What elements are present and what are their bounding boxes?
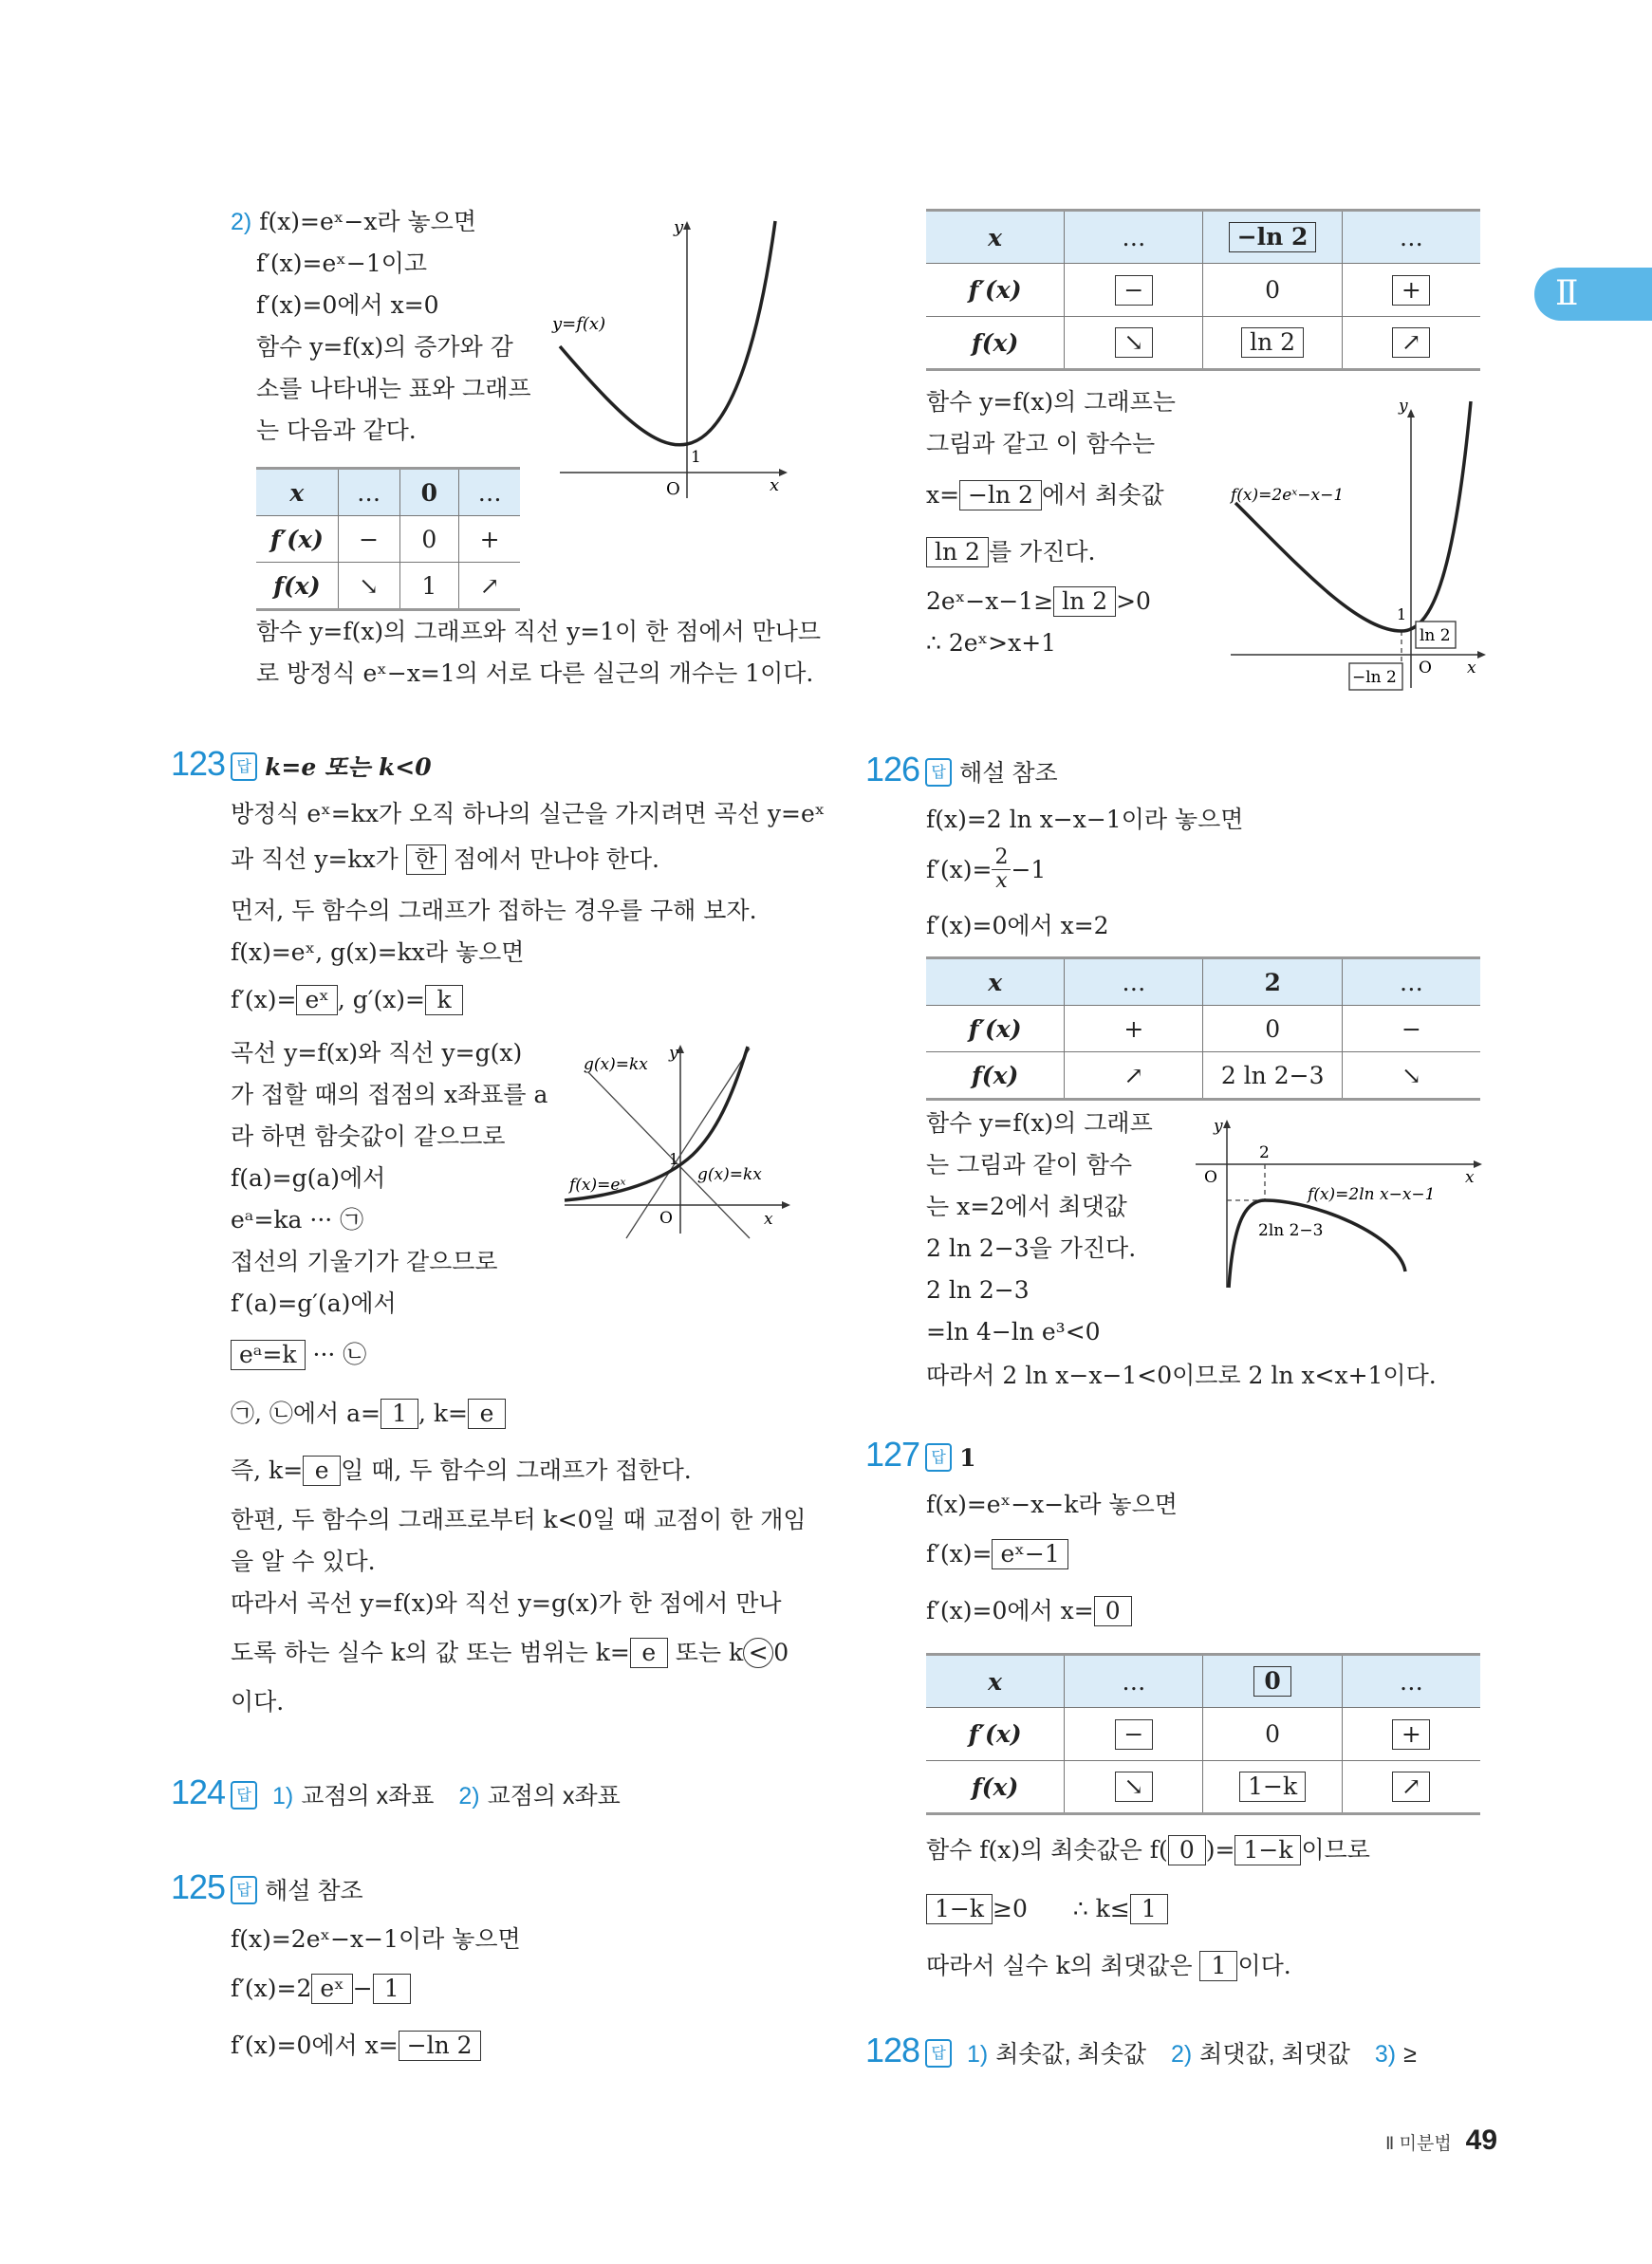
p123-line: 이다.	[231, 1688, 285, 1716]
x-arrow	[779, 469, 788, 476]
cell: ↘	[338, 563, 399, 610]
text: −	[352, 1975, 373, 2002]
origin-label: O	[666, 479, 680, 499]
curve-label: f(x)=2eˣ−x−1	[1231, 486, 1345, 505]
cell: 0	[1203, 264, 1342, 317]
answer-box: 0	[1168, 1835, 1206, 1865]
text: 0	[773, 1639, 789, 1666]
text: 이다.	[1237, 1952, 1291, 1979]
answer-text: 교점의 x좌표	[487, 1783, 621, 1809]
p125-line	[926, 478, 1164, 512]
p126-line	[926, 846, 1046, 903]
answer-badge: 답	[925, 758, 952, 787]
denominator: x	[995, 869, 1008, 893]
answer-badge: 답	[231, 752, 257, 781]
text: 이므로	[1301, 1836, 1370, 1864]
problem-number: 123	[171, 744, 226, 783]
f-label: f(x)=eˣ	[569, 1176, 626, 1195]
cell: 0	[1203, 1708, 1342, 1761]
p127-line	[926, 1594, 1132, 1628]
p122-line-2: f′(x)=eˣ−1이고	[256, 250, 428, 277]
p122-line-6: 는 다음과 같다.	[256, 417, 417, 444]
x-arrow	[1474, 1160, 1482, 1168]
cell	[1203, 1761, 1342, 1814]
y-label: y	[1214, 1117, 1223, 1136]
answer-box: 한	[406, 844, 446, 875]
p127-line	[926, 1537, 1068, 1571]
cell: f(x)	[256, 563, 338, 610]
p125-line	[926, 535, 1095, 569]
answer-box: e	[303, 1456, 341, 1486]
y-arrow	[683, 221, 691, 230]
text: f′(x)=	[231, 986, 297, 1013]
one-label: 1	[669, 1150, 679, 1168]
text: f′(x)=0에서 x=	[231, 2032, 399, 2059]
g-label-right: g(x)=kx	[697, 1165, 762, 1184]
p125-line	[231, 1972, 411, 2006]
answer-badge: 답	[925, 1443, 952, 1472]
y-label: y	[669, 1044, 678, 1063]
max-label: 2ln 2−3	[1258, 1221, 1324, 1240]
answer-box: eˣ	[296, 985, 337, 1015]
answer-badge: 답	[231, 1876, 257, 1904]
text: f′(x)=0에서 x=	[926, 1597, 1094, 1624]
answer-box: −ln 2	[399, 2031, 481, 2061]
origin-label: O	[1419, 659, 1432, 677]
one-label: 1	[1397, 605, 1407, 623]
answer-box: ↘	[1115, 327, 1153, 358]
item-number: 2)	[458, 1783, 480, 1809]
cell	[1203, 1655, 1342, 1708]
answer-box: ↗	[1392, 327, 1430, 358]
curve	[1235, 401, 1471, 631]
curve	[1229, 1200, 1405, 1288]
text: −1	[1011, 856, 1047, 883]
p125-line	[231, 2029, 481, 2063]
p126-table	[926, 956, 1480, 1101]
cell: +	[459, 516, 520, 563]
p123-line	[231, 983, 463, 1017]
p122-line-1	[231, 205, 476, 239]
cell: 1	[399, 563, 459, 610]
ln2-label: ln 2	[1420, 626, 1451, 645]
x-label: x	[1465, 1168, 1475, 1187]
p126-line: 는 x=2에서 최댓값	[926, 1193, 1127, 1220]
cell	[1203, 317, 1342, 370]
p125-table	[926, 209, 1480, 371]
answer-box: 1−k	[1239, 1772, 1306, 1802]
text: f′(x)=	[926, 1540, 993, 1568]
cell	[1342, 1761, 1480, 1814]
answer-box: ln 2	[1241, 327, 1304, 358]
y-arrow	[1223, 1120, 1231, 1128]
p122-line-5: 소를 나타내는 표와 그래프	[256, 375, 531, 402]
cell: …	[459, 469, 520, 516]
text: , g′(x)=	[337, 986, 426, 1013]
cell: 0	[399, 516, 459, 563]
answer-box: 1	[1199, 1951, 1237, 1981]
mln2-label: −ln 2	[1352, 668, 1397, 687]
problem-number: 124	[171, 1772, 226, 1811]
cell: f′(x)	[926, 1708, 1065, 1761]
answer-box: k	[425, 985, 463, 1015]
text: 일 때, 두 함수의 그래프가 접한다.	[341, 1457, 692, 1484]
p124-header	[171, 1771, 621, 1818]
text: 과 직선 y=kx가	[231, 845, 399, 873]
cell: 2	[1203, 958, 1342, 1006]
page-number: 49	[1465, 2125, 1498, 2156]
two-label: 2	[1259, 1143, 1270, 1162]
p123-line	[231, 1397, 506, 1431]
cell: x	[926, 211, 1065, 264]
cell: 0	[399, 469, 459, 516]
p122-conclusion-1: 함수 y=f(x)의 그래프와 직선 y=1이 한 점에서 만나므	[256, 618, 822, 645]
p127-line	[926, 1892, 1168, 1926]
curve-label: f(x)=2ln x−x−1	[1308, 1185, 1436, 1204]
answer-box: ↗	[1392, 1772, 1430, 1802]
origin-label: O	[659, 1209, 673, 1228]
tangent-line	[626, 1048, 750, 1238]
p126-header	[865, 748, 1058, 795]
problem-number: 125	[171, 1867, 226, 1906]
y-arrow	[1407, 409, 1415, 418]
p126-line: 따라서 2 ln x−x−1<0이므로 2 ln x<x+1이다.	[926, 1362, 1437, 1389]
cell	[1065, 1708, 1203, 1761]
p125-line: 함수 y=f(x)의 그래프는	[926, 388, 1176, 416]
answer-box: ↘	[1115, 1772, 1153, 1802]
p122-line-4: 함수 y=f(x)의 증가와 감	[256, 333, 513, 361]
p125-line: f(x)=2eˣ−x−1이라 놓으면	[231, 1925, 521, 1953]
item-number: 1)	[272, 1783, 294, 1809]
x-arrow	[782, 1201, 790, 1209]
p126-graph	[1191, 1112, 1490, 1292]
cell	[1203, 211, 1342, 264]
cell: +	[1065, 1006, 1203, 1052]
cell: x	[926, 1655, 1065, 1708]
p127-line: f(x)=eˣ−x−k라 놓으면	[926, 1491, 1178, 1518]
p122-table	[256, 467, 520, 611]
p123-line: 을 알 수 있다.	[231, 1548, 376, 1575]
origin-label: O	[1204, 1168, 1217, 1187]
cell: x	[256, 469, 338, 516]
curve-label: y=f(x)	[552, 314, 606, 334]
p126-line: f′(x)=0에서 x=2	[926, 912, 1109, 939]
item-number: 1)	[967, 2041, 989, 2068]
cell: f(x)	[926, 1761, 1065, 1814]
cell: 2 ln 2−3	[1203, 1052, 1342, 1100]
cell: f(x)	[926, 1052, 1065, 1100]
answer-text: k=e 또는 k<0	[265, 753, 432, 781]
answer-text: 최댓값, 최댓값	[1199, 2041, 1350, 2068]
fraction	[992, 846, 1011, 893]
p123-line	[231, 843, 659, 877]
answer-box: −	[1115, 275, 1153, 306]
p125-line: 그림과 같고 이 함수는	[926, 430, 1156, 457]
text: 2eˣ−x−1≥	[926, 587, 1054, 615]
y-label: y	[674, 217, 684, 237]
x-arrow	[1477, 651, 1486, 659]
p126-line: f(x)=2 ln x−x−1이라 놓으면	[926, 806, 1244, 833]
p123-graph	[560, 1039, 797, 1243]
p123-line: f(a)=g(a)에서	[231, 1164, 386, 1192]
answer-text: 해설 참조	[265, 1878, 363, 1904]
text: >0	[1116, 587, 1151, 615]
answer-box: 1−k	[926, 1894, 993, 1924]
answer-circle: <	[743, 1638, 773, 1668]
p123-line	[231, 1454, 692, 1488]
cell	[1342, 264, 1480, 317]
answer-box: e	[630, 1638, 668, 1668]
answer-box: eᵃ=k	[231, 1340, 306, 1370]
text: 함수 f(x)의 최솟값은 f(	[926, 1836, 1168, 1864]
p123-header	[171, 742, 432, 789]
p125-line: ∴ 2eˣ>x+1	[926, 629, 1057, 657]
footer	[1385, 2122, 1497, 2163]
g-label-top: g(x)=kx	[584, 1055, 648, 1074]
cell: f′(x)	[926, 264, 1065, 317]
answer-box: 1	[381, 1399, 418, 1429]
answer-box: 1−k	[1234, 1835, 1301, 1865]
problem-number: 126	[865, 750, 920, 789]
answer-box: ln 2	[1053, 586, 1116, 617]
p123-line: 따라서 곡선 y=f(x)와 직선 y=g(x)가 한 점에서 만나	[231, 1589, 782, 1617]
text: x=	[926, 481, 960, 509]
cell: −	[338, 516, 399, 563]
answer-box: −	[1115, 1719, 1153, 1750]
cell: ↗	[1065, 1052, 1203, 1100]
p126-line: 2 ln 2−3을 가진다.	[926, 1234, 1137, 1262]
p122-graph	[550, 213, 797, 508]
text: 즉, k=	[231, 1457, 304, 1484]
problem-number: 127	[865, 1435, 920, 1474]
p123-line: 곡선 y=f(x)와 직선 y=g(x)	[231, 1039, 523, 1067]
p126-line: =ln 4−ln e³<0	[926, 1318, 1101, 1345]
x-label: x	[764, 1210, 773, 1229]
p127-line	[926, 1833, 1370, 1867]
p123-line: f(x)=eˣ, g(x)=kx라 놓으면	[231, 938, 525, 966]
cell: 0	[1203, 1006, 1342, 1052]
cell	[1065, 317, 1203, 370]
answer-text: 해설 참조	[959, 760, 1058, 787]
cell: ↘	[1342, 1052, 1480, 1100]
cell: …	[338, 469, 399, 516]
p123-line: 접선의 기울기가 같으므로	[231, 1248, 498, 1275]
p126-line: 함수 y=f(x)의 그래프	[926, 1109, 1153, 1137]
cell: f(x)	[926, 317, 1065, 370]
p123-line: f′(a)=g′(a)에서	[231, 1290, 397, 1317]
cell: …	[1342, 958, 1480, 1006]
min-label: 1	[691, 448, 701, 467]
p127-line	[926, 1949, 1291, 1983]
p123-line: eᵃ=ka ··· ㉠	[231, 1206, 364, 1234]
answer-badge: 답	[231, 1781, 257, 1809]
text: ··· ㉡	[312, 1341, 367, 1368]
answer-box: ln 2	[926, 537, 989, 567]
answer-box: 1	[1130, 1894, 1168, 1924]
cell: …	[1065, 211, 1203, 264]
cell	[1065, 1761, 1203, 1814]
text: ∴ k≤	[1072, 1895, 1130, 1922]
p127-table	[926, 1653, 1480, 1815]
p122-conclusion-2: 로 방정식 eˣ−x=1의 서로 다른 실근의 개수는 1이다.	[256, 659, 814, 687]
text: 도록 하는 실수 k의 값 또는 범위는 k=	[231, 1639, 630, 1666]
answer-box: e	[468, 1399, 506, 1429]
p123-line: 먼저, 두 함수의 그래프가 접하는 경우를 구해 보자.	[231, 897, 757, 924]
p126-line: 는 그림과 같이 함수	[926, 1151, 1133, 1178]
answer-box: +	[1392, 275, 1430, 306]
text: 에서 최솟값	[1041, 481, 1164, 509]
text: ㉠, ㉡에서 a=	[231, 1400, 381, 1427]
x-label: x	[770, 475, 780, 495]
cell: ↗	[459, 563, 520, 610]
cell	[1065, 264, 1203, 317]
cell: …	[1065, 1655, 1203, 1708]
text: f′(x)=	[926, 856, 993, 883]
p122-line-3: f′(x)=0에서 x=0	[256, 291, 439, 319]
text: f′(x)=2	[231, 1975, 312, 2002]
text: 를 가진다.	[988, 538, 1096, 566]
p123-line	[231, 1636, 789, 1670]
y-label: y	[1399, 397, 1408, 416]
answer-box: −ln 2	[1229, 222, 1317, 252]
cell: …	[1065, 958, 1203, 1006]
p123-line: 라 하면 함숫값이 같으므로	[231, 1123, 506, 1150]
p122-text: f(x)=eˣ−x라 놓으면	[259, 208, 476, 235]
p123-line	[231, 1338, 366, 1372]
chapter-tab[interactable]: Ⅱ	[1534, 268, 1652, 321]
answer-box: +	[1392, 1719, 1430, 1750]
p123-line: 한편, 두 함수의 그래프로부터 k<0일 때 교점이 한 개임	[231, 1506, 807, 1533]
answer-box: 0	[1094, 1596, 1132, 1626]
p123-line: 방정식 eˣ=kx가 오직 하나의 실근을 가지려면 곡선 y=eˣ	[231, 800, 826, 827]
text: )=	[1205, 1836, 1235, 1864]
item-number: 3)	[1374, 2041, 1397, 2068]
answer-badge: 답	[925, 2039, 952, 2068]
p125-graph	[1226, 394, 1494, 697]
cell: …	[1342, 1655, 1480, 1708]
p122-label: 2)	[231, 209, 252, 235]
text: 점에서 만나야 한다.	[453, 845, 659, 873]
text: 또는 k	[675, 1639, 744, 1666]
text: , k=	[418, 1400, 468, 1427]
text: 따라서 실수 k의 최댓값은	[926, 1952, 1193, 1979]
cell	[1342, 1708, 1480, 1761]
p126-line: 2 ln 2−3	[926, 1276, 1030, 1304]
answer-text: 교점의 x좌표	[301, 1783, 435, 1809]
answer-box: 1	[373, 1974, 411, 2004]
answer-box: 0	[1253, 1666, 1291, 1697]
answer-text: ≥	[1403, 2041, 1417, 2068]
answer-text: 1	[959, 1444, 976, 1472]
cell: −	[1342, 1006, 1480, 1052]
answer-text: 최솟값, 최솟값	[995, 2041, 1147, 2068]
cell: x	[926, 958, 1065, 1006]
p123-line: 가 접할 때의 접점의 x좌표를 a	[231, 1081, 548, 1108]
problem-number: 128	[865, 2031, 920, 2069]
cell: f′(x)	[256, 516, 338, 563]
footer-section: Ⅱ 미분법	[1385, 2134, 1452, 2154]
p128-header	[865, 2029, 1417, 2076]
cell	[1342, 317, 1480, 370]
x-label: x	[1467, 659, 1476, 677]
answer-box: eˣ	[311, 1974, 352, 2004]
p127-header	[865, 1433, 975, 1480]
answer-box: −ln 2	[959, 480, 1042, 510]
p125-line	[926, 585, 1151, 619]
cell: …	[1342, 211, 1480, 264]
p125-header	[171, 1865, 363, 1913]
item-number: 2)	[1170, 2041, 1193, 2068]
answer-box: eˣ−1	[992, 1539, 1067, 1569]
text: ≥0	[993, 1895, 1028, 1922]
cell: f′(x)	[926, 1006, 1065, 1052]
numerator: 2	[992, 846, 1011, 870]
